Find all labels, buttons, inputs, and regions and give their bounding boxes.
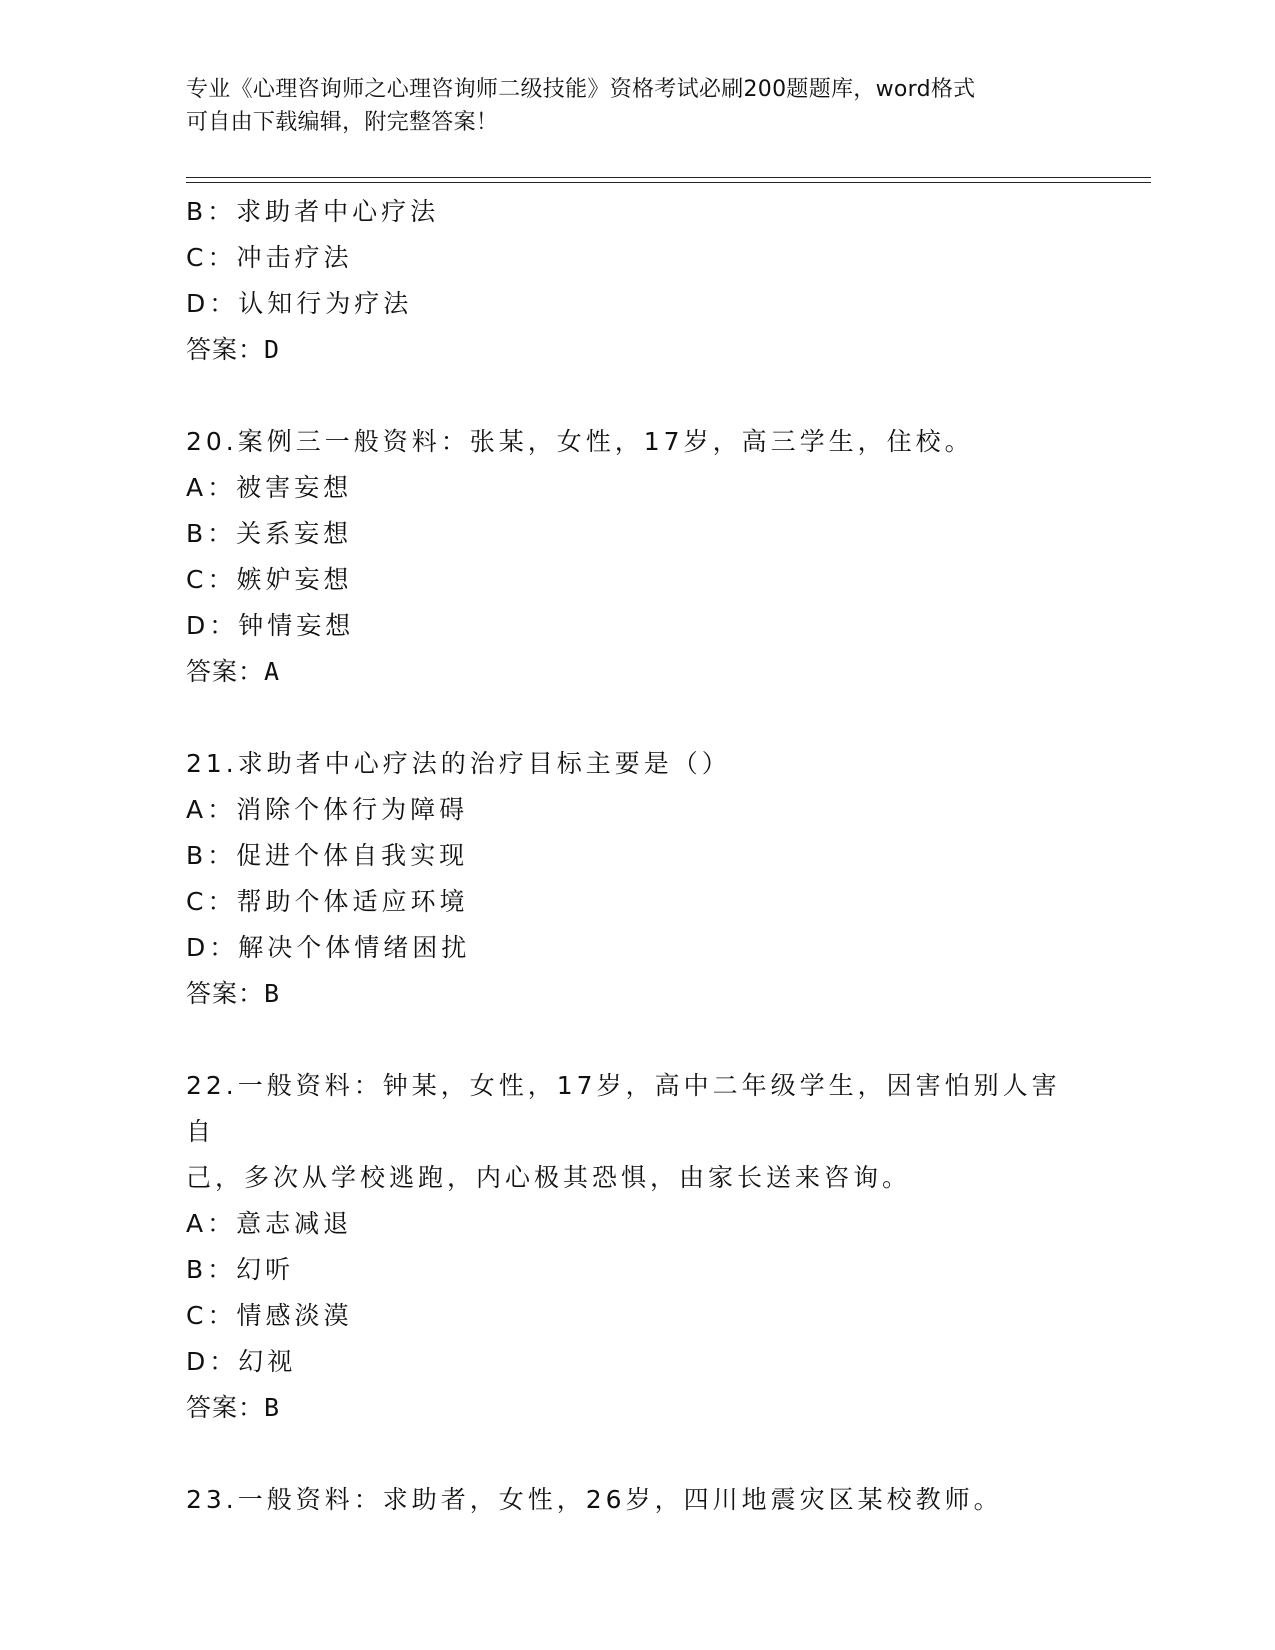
answer-value: D: [264, 335, 281, 364]
option-a: A：被害妄想: [186, 473, 353, 502]
answer-label: 答案：: [186, 657, 265, 686]
header-line-2: 可自由下载编辑，附完整答案！: [186, 110, 499, 135]
header-line-1: 专业《心理咨询师之心理咨询师二级技能》资格考试必刷200题题库，word格式: [186, 77, 976, 102]
option-a: A：消除个体行为障碍: [186, 795, 469, 824]
question-23: [186, 1477, 1086, 1523]
header-divider-bottom: [186, 182, 1151, 183]
question-text-line-2: 己，多次从学校逃跑，内心极其恐惧，由家长送来咨询。: [186, 1163, 912, 1192]
question-19-continuation: [186, 189, 1086, 373]
question-text: 21.求助者中心疗法的治疗目标主要是（）: [186, 749, 731, 778]
question-content: [186, 189, 1086, 1523]
answer-label: 答案：: [186, 1393, 265, 1422]
answer-value: B: [264, 979, 281, 1008]
option-b: B：关系妄想: [186, 519, 353, 548]
option-b: B：幻听: [186, 1255, 295, 1284]
answer-line: [186, 971, 1086, 1017]
option-a: A：意志减退: [186, 1209, 353, 1238]
question-20: [186, 419, 1086, 695]
answer-line: [186, 1385, 1086, 1431]
option-c: C：嫉妒妄想: [186, 565, 353, 594]
answer-line: [186, 327, 1086, 373]
answer-value: B: [264, 1393, 281, 1422]
option-c: C：帮助个体适应环境: [186, 887, 469, 916]
question-text: 20.案例三一般资料：张某，女性，17岁，高三学生，住校。: [186, 427, 974, 456]
question-text: 23.一般资料：求助者，女性，26岁，四川地震灾区某校教师。: [186, 1485, 1003, 1514]
question-22: [186, 1063, 1086, 1431]
answer-label: 答案：: [186, 979, 265, 1008]
option-d: D：认知行为疗法: [186, 289, 413, 318]
answer-line: [186, 649, 1086, 695]
answer-label: 答案：: [186, 335, 265, 364]
question-21: [186, 741, 1086, 1017]
question-text-line-1: 22.一般资料：钟某，女性，17岁，高中二年级学生，因害怕别人害自: [186, 1071, 1061, 1146]
option-c: C：情感淡漠: [186, 1301, 353, 1330]
option-c: C：冲击疗法: [186, 243, 353, 272]
option-d: D：幻视: [186, 1347, 297, 1376]
document-header: [186, 73, 1086, 139]
answer-value: A: [264, 657, 281, 686]
option-b: B：求助者中心疗法: [186, 197, 440, 226]
header-divider-top: [186, 177, 1151, 178]
option-d: D：钟情妄想: [186, 611, 355, 640]
option-b: B：促进个体自我实现: [186, 841, 469, 870]
option-d: D：解决个体情绪困扰: [186, 933, 471, 962]
